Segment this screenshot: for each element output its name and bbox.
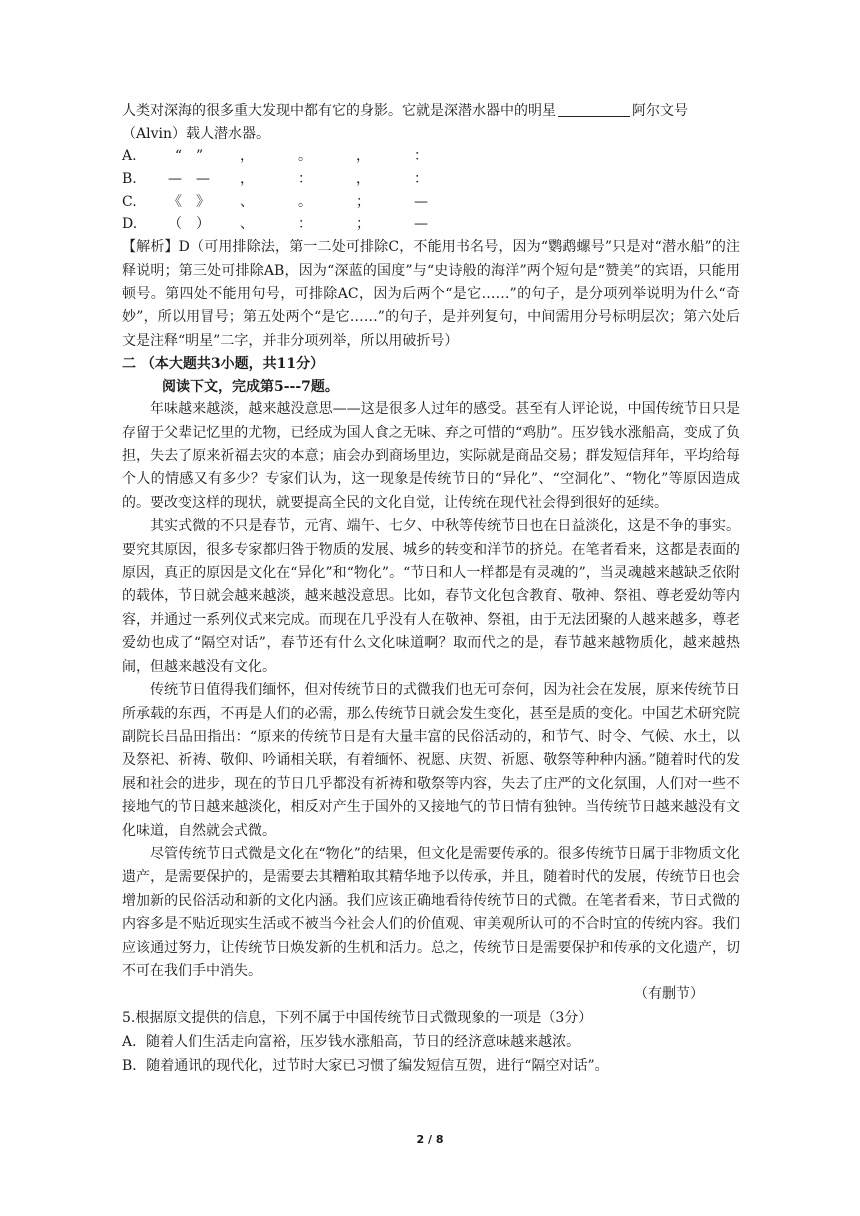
option-b <box>122 168 740 191</box>
question-choice-a: A．随着人们生活走向富裕，压岁钱水涨船高，节日的经济意味越来越浓。 <box>122 1034 581 1051</box>
option-mark: 。 <box>298 193 312 210</box>
answer-analysis: 【解析】D（可用排除法，第一二处可排除C，不能用书名号，因为“鹦鹉螺号”只是对“潜水船”的注释说明；第三处可排除AB，因为“深蓝的国度”与“史诗般的海洋”两个短句是“赞美”的宾语，只能用顿号。第四处不能用句号，可排除AC，因为后两个“是它……”的句子，是分项列举说明为什么“奇妙”，所以用冒号；第五处两个“是它……”的句子，是并列复句，中间需用分号标明层次；第六处后文是注释“明星”二字，并非分项列举，所以用破折号） <box>122 239 740 349</box>
option-label: D. <box>122 216 138 233</box>
passage-paragraph-4: 尽管传统节日式微是文化在“物化”的结果，但文化是需要传承的。很多传统节日属于非物质文化遗产，是需要保护的，是需要去其糟粕取其精华地予以传承，并且，随着时代的发展，传统节日也会增加新的民俗活动和新的文化内涵。我们应该正确地看待传统节日的式微。在笔者看来，节日式微的内容多是不贴近现实生活或不被当今社会人们的价值观、审美观所认可的不合时宜的传统内容。我们应该通过努力，让传统节日焕发新的生机和活力。总之，传统节日是需要保护和传承的文化遗产，切不可在我们手中消失。 <box>122 845 740 979</box>
option-a <box>122 145 740 168</box>
option-mark: ， <box>240 170 254 187</box>
option-label: B. <box>122 170 137 187</box>
option-label: A. <box>122 148 137 164</box>
page-number: 2 / 8 <box>416 1133 444 1146</box>
abridged-note: （有删节） <box>634 986 704 1003</box>
intro-tail: 阿尔文号 <box>632 103 688 119</box>
option-list <box>122 145 740 236</box>
option-c <box>122 191 740 214</box>
passage-paragraph-3: 传统节日值得我们缅怀，但对传统节日的式微我们也无可奈何，因为社会在发展，原来传统节日所承载的东西，不再是人们的必需，那么传统节日就会发生变化，甚至是质的变化。中国艺术研究院副院长吕品田指出：“原来的传统节日是有大量丰富的民俗活动的，和节气、时令、气候、水土，以及祭祀、祈祷、敬仰、吟诵相关联，有着缅怀、祝愿、庆贺、祈愿、敬祭等种种内涵。”随着时代的发展和社会的进步，现在的节日几乎都没有祈祷和敬祭等内容，失去了庄严的文化氛围，人们对一些不接地气的节日越来越淡化，相反对产生于国外的又接地气的节日情有独钟。当传统节日越来越没有文化味道，自然就会式微。 <box>122 682 740 839</box>
option-mark: — <box>414 193 428 210</box>
intro-text: 人类对深海的很多重大发现中都有它的身影。它就是深潜水器中的明星 <box>122 103 556 119</box>
option-mark: ， <box>356 148 370 164</box>
intro-line-2: （Alvin）载人潜水器。 <box>122 125 270 142</box>
section-heading: 二 （本大题共3小题，共11分） <box>122 356 325 373</box>
reading-instruction: 阅读下文，完成第5---7题。 <box>162 378 339 395</box>
question-stem: 5.根据原文提供的信息，下列不属于中国传统节日式微现象的一项是（3分） <box>122 1010 593 1027</box>
question-choice-b: B．随着通讯的现代化，过节时大家已习惯了编发短信互贺，进行“隔空对话”。 <box>122 1058 609 1075</box>
option-mark: （ ） <box>168 216 210 233</box>
option-mark: ： <box>298 216 312 233</box>
option-d <box>122 213 740 236</box>
option-mark: ： <box>298 170 312 187</box>
passage-paragraph-1: 年味越来越淡，越来越没意思——这是很多人过年的感受。甚至有人评论说，中国传统节日只是存留于父辈记忆里的尤物，已经成为国人食之无味、弃之可惜的“鸡肋”。压岁钱水涨船高，变成了负担，失去了原来祈福去灾的本意；庙会办到商场里边，实际就是商品交易；群发短信拜年，平均给每个人的情感又有多少？专家们认为，这一现象是传统节日的“异化”、“空洞化”、“物化”等原因造成的。要改变这样的现状，就要提高全民的文化自觉，让传统在现代社会得到很好的延续。 <box>122 401 740 511</box>
intro-line-1 <box>122 100 740 123</box>
option-mark: ： <box>414 170 428 187</box>
option-mark: ： <box>414 148 428 164</box>
passage-paragraph-2: 其实式微的不只是春节，元宵、端午、七夕、中秋等传统节日也在日益淡化，这是不争的事实。要究其原因，很多专家都归咎于物质的发展、城乡的转变和洋节的挤兑。在笔者看来，这都是表面的原因，真正的原因是文化在“异化”和“物化”。“节日和人一样都是有灵魂的”，当灵魂越来越缺乏依附的载体，节日就会越来越淡，越来越没意思。比如，春节文化包含教育、敬神、祭祖、尊老爱幼等内容，并通过一系列仪式来完成。而现在几乎没有人在敬神、祭祖，由于无法团聚的人越来越多，尊老爱幼也成了“隔空对话”，春节还有什么文化味道啊？取而代之的是，春节越来越物质化，越来越热闹，但越来越没有文化。 <box>122 518 740 675</box>
option-mark: “ ” <box>174 148 204 164</box>
option-mark: — — <box>168 170 210 187</box>
option-mark: 《 》 <box>168 193 210 210</box>
option-mark: ， <box>240 148 254 164</box>
option-mark: ； <box>356 193 370 210</box>
option-mark: 。 <box>298 148 312 164</box>
fill-blank <box>558 102 630 117</box>
option-mark: 、 <box>240 216 254 233</box>
option-mark: — <box>414 216 428 233</box>
option-mark: 、 <box>240 193 254 210</box>
document-page <box>122 100 740 1078</box>
option-mark: ， <box>356 170 370 187</box>
option-label: C. <box>122 193 137 210</box>
option-mark: ； <box>356 216 370 233</box>
